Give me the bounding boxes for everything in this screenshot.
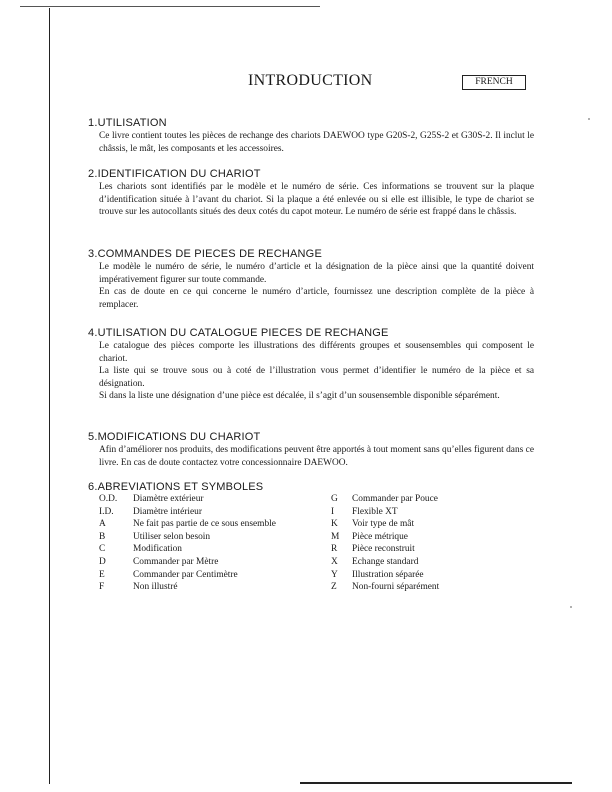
abbreviation-meaning: Ne fait pas partie de ce sous ensemble xyxy=(133,519,276,530)
abbreviation-meaning: Pièce métrique xyxy=(352,531,408,542)
section-paragraph: Le modèle le numéro de série, le numéro d’article et la désignation de la pièce ainsi que la quantité doivent impérativement figurer sur toute commande. xyxy=(99,262,534,285)
abbreviation-code: A xyxy=(99,519,106,530)
abbreviation-row xyxy=(331,543,531,556)
abbreviation-code: Z xyxy=(331,582,337,593)
abbreviation-row xyxy=(331,493,531,506)
abbreviation-meaning: Utiliser selon besoin xyxy=(133,531,211,542)
abbreviation-row xyxy=(331,556,531,569)
abbreviation-code: C xyxy=(99,544,106,555)
abbreviation-meaning: Flexible XT xyxy=(352,506,398,517)
section-modifications xyxy=(89,430,534,469)
abbreviation-row xyxy=(331,581,531,594)
abbreviation-code: E xyxy=(99,569,105,580)
abbreviation-row xyxy=(99,556,329,569)
abbreviation-code: M xyxy=(331,531,340,542)
abbreviation-code: Y xyxy=(331,569,338,580)
abbreviation-meaning: Non-fourni séparément xyxy=(352,582,440,593)
abbreviation-row xyxy=(99,531,329,544)
abbreviation-code: G xyxy=(331,494,338,504)
abbreviation-row xyxy=(331,569,531,582)
language-label: FRENCH xyxy=(462,75,526,90)
abbreviation-row xyxy=(99,518,329,531)
scan-speck xyxy=(588,118,590,120)
abbreviation-row xyxy=(99,569,329,582)
section-paragraph: Si dans la liste une désignation d’une pièce est décalée, il s’agit d’un sousensemble disponible séparément. xyxy=(99,391,500,402)
scan-edge-bottom xyxy=(300,782,572,784)
abbreviation-list-left xyxy=(99,493,329,594)
section-paragraph: Afin d’améliorer nos produits, des modifications peuvent être apportés à tout moment sans qu’elles figurent dans ce livre. En cas de doute contactez votre concessionnaire DAEWOO. xyxy=(99,445,534,468)
abbreviation-list-right xyxy=(331,493,531,594)
abbreviation-row xyxy=(99,581,329,594)
abbreviation-row xyxy=(99,506,329,519)
section-heading: 3.COMMANDES DE PIECES DE RECHANGE xyxy=(88,248,322,260)
abbreviation-meaning: Modification xyxy=(133,544,182,555)
section-commandes xyxy=(89,247,534,311)
abbreviation-code: I.D. xyxy=(99,506,114,517)
section-heading: 6.ABREVIATIONS ET SYMBOLES xyxy=(88,481,264,493)
abbreviation-row xyxy=(331,518,531,531)
abbreviation-code: D xyxy=(99,556,106,567)
section-paragraph: La liste qui se trouve sous ou à coté de l’illustration vous permet d’identifier le numéro de la pièce et sa désignation. xyxy=(99,366,534,389)
abbreviation-code: I xyxy=(331,506,335,517)
abbreviation-code: X xyxy=(331,556,338,567)
abbreviation-code: R xyxy=(331,544,338,555)
abbreviation-meaning: Pièce reconstruit xyxy=(352,544,415,555)
section-catalogue xyxy=(89,326,534,403)
scan-edge-left xyxy=(49,8,50,784)
section-paragraph: Le catalogue des pièces comporte les illustrations des différents groupes et sousensembles qui composent le chariot. xyxy=(99,341,534,364)
abbreviation-meaning: Non illustré xyxy=(133,582,178,593)
abbreviation-row xyxy=(331,531,531,544)
abbreviation-code: O.D. xyxy=(99,494,118,504)
section-heading: 2.IDENTIFICATION DU CHARIOT xyxy=(88,168,261,180)
abbreviation-meaning: Commander par Pouce xyxy=(352,494,438,504)
abbreviation-row xyxy=(331,506,531,519)
abbreviation-row xyxy=(99,493,329,506)
section-abreviations xyxy=(89,480,534,494)
abbreviation-meaning: Commander par Mètre xyxy=(133,556,219,567)
section-paragraph: En cas de doute en ce qui concerne le numéro d’article, fournissez une description complète de la pièce à remplacer. xyxy=(99,287,534,310)
scan-edge-top xyxy=(20,6,320,7)
abbreviation-code: B xyxy=(99,531,106,542)
abbreviation-meaning: Illustration séparée xyxy=(352,569,424,580)
abbreviation-meaning: Commander par Centimètre xyxy=(133,569,238,580)
abbreviation-code: F xyxy=(99,582,105,593)
section-heading: 1.UTILISATION xyxy=(88,117,167,129)
section-paragraph: Les chariots sont identifiés par le modèle et le numéro de série. Ces informations se trouvent sur la plaque d’identification située à l’avant du chariot. Si la plaque a été enlevée ou si elle est illisible, le type de chariot se trouve sur les autocollants situés des deux cotés du capot moteur. Le numéro de série est frappé dans le châssis. xyxy=(99,182,534,218)
section-identification xyxy=(89,167,534,219)
abbreviation-meaning: Diamètre extérieur xyxy=(133,494,204,504)
abbreviation-row xyxy=(99,543,329,556)
section-paragraph: Ce livre contient toutes les pièces de rechange des chariots DAEWOO type G20S-2, G25S-2 et G30S-2. Il inclut le châssis, le mât, les composants et les accessoires. xyxy=(99,131,534,154)
page-title: INTRODUCTION xyxy=(248,72,373,89)
section-heading: 4.UTILISATION DU CATALOGUE PIECES DE RECHANGE xyxy=(88,327,389,339)
scan-speck xyxy=(570,606,572,608)
abbreviation-meaning: Echange standard xyxy=(352,556,419,567)
abbreviation-meaning: Voir type de mât xyxy=(352,519,415,530)
abbreviation-code: K xyxy=(331,519,338,530)
section-heading: 5.MODIFICATIONS DU CHARIOT xyxy=(88,431,261,443)
abbreviation-meaning: Diamètre intérieur xyxy=(133,506,202,517)
section-utilisation xyxy=(89,116,534,155)
